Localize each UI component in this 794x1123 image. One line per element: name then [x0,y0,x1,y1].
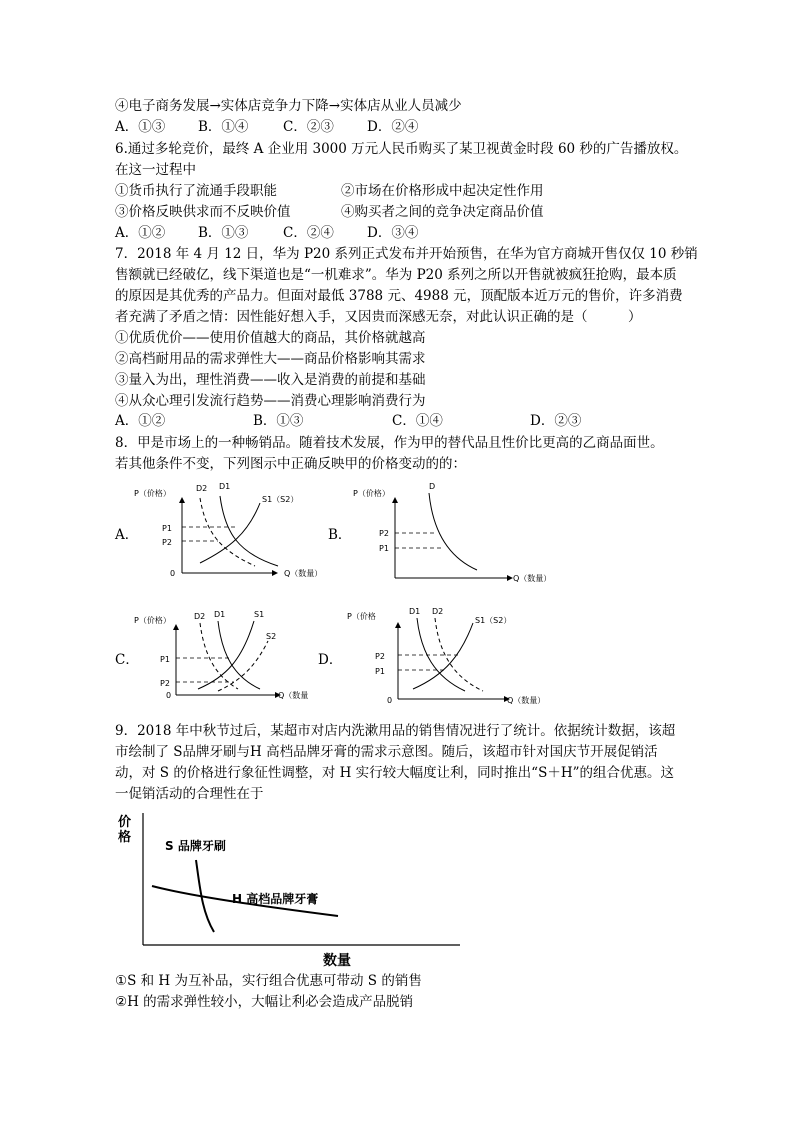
q6-option-a: A．①② [115,225,166,241]
graph-a-p-label: P（价格） [134,489,171,498]
graph-a-s1s2: S1（S2） [262,495,299,504]
graph-a-origin: 0 [170,569,176,578]
q6-option-c: C．②④ [283,225,334,241]
q9-item-1: ①S 和 H 为互补品，实行组合优惠可带动 S 的销售 [115,973,422,989]
graph-d-d1-curve [417,618,465,691]
q9-stem-line-2: 市绘制了 S品牌牙刷与H 高档品牌牙膏的需求示意图。随后，该超市针对国庆节开展促销活 [115,744,658,760]
q5-option-b: B．①④ [198,119,249,135]
q6-stem-line-2: 在这一过程中 [115,162,196,178]
graph-d [335,603,565,713]
graph-c-p1: P1 [160,655,170,664]
graph-a-d1: D1 [219,482,231,491]
graph-d-d1: D1 [409,607,421,616]
q7-stem-line-1: 7．2018 年 4 月 12 日，华为 P20 系列正式发布并开始预售，在华为官方商城开售仅仅 10 秒销 [115,246,698,262]
q8-label-b: B． [328,527,352,543]
graph-a-d1-curve [220,496,278,566]
graph-d-p1: P1 [375,667,385,676]
q9-h-label: H 高档品牌牙膏 [232,892,319,906]
graph-c [130,605,330,710]
graph-d-p2: P2 [375,652,385,661]
q7-stem-line-3: 的原因是其优秀的产品力。但面对最低 3788 元、4988 元，顶配版本近万元的售价，许多消费 [115,288,683,304]
q7-option-a: A．①② [115,413,166,429]
q5-option-d: D．②④ [367,119,419,135]
q7-item-3: ③量入为出，理性消费——收入是消费的前提和基础 [115,372,426,388]
graph-c-q-label: Q（数量 [278,691,309,700]
graph-d-s-curve [413,623,473,689]
q9-x-label: 数量 [323,953,351,969]
q7-option-d: D．②③ [530,413,582,429]
graph-b-d: D [429,482,436,491]
graph-d-d2: D2 [432,607,444,616]
q8-label-a: A． [115,527,139,543]
q5-option-a: A．①③ [115,119,166,135]
q8-label-c: C． [115,652,139,668]
q7-stem-line-2: 售额就已经破亿，线下渠道也是“一机难求”。华为 P20 系列之所以开售就被疯狂抢购，最本质 [115,267,677,283]
q8-stem-line-1: 8．甲是市场上的一种畅销品。随着技术发展，作为甲的替代品且性价比更高的乙商品面世。 [115,435,664,451]
graph-c-s2: S2 [266,632,277,641]
q6-item-1: ①货币执行了流通手段职能 [115,183,277,199]
q9-item-2: ②H 的需求弹性较小，大幅让利必会造成产品脱销 [115,994,414,1010]
graph-a-p2: P2 [162,538,172,547]
graph-c-d2-curve [200,623,238,689]
graph-a-d2: D2 [196,484,208,493]
q6-option-b: B．①③ [198,225,249,241]
graph-c-origin: 0 [166,691,172,700]
graph-c-p-label: P（价格） [134,616,171,625]
q9-stem-line-3: 动，对 S 的价格进行象征性调整，对 H 实行较大幅度让利，同时推出“S＋H”的组合优惠。这 [115,765,675,781]
graph-a-d2-curve [200,498,255,566]
q9-y-label-char1: 价 [118,815,132,830]
q6-option-d: D．③④ [367,225,419,241]
q7-item-1: ①优质优价——使用价值越大的商品，其价格就越高 [115,330,426,346]
graph-b [345,478,555,588]
graph-d-d2-curve [435,618,483,691]
graph-c-p2: P2 [160,679,170,688]
q9-y-label-char2: 格 [118,830,132,845]
q6-item-2: ②市场在价格形成中起决定性作用 [341,183,544,199]
graph-b-p-label: P（价格） [353,489,390,498]
q5-item-4: ④电子商务发展→实体店竞争力下降→实体店从业人员减少 [115,98,462,114]
graph-b-p1: P1 [379,544,389,553]
q6-stem-line-1: 6.通过多轮竞价，最终 A 企业用 3000 万元人民币购买了某卫视黄金时段 60 秒的广告播放权。 [115,141,688,157]
q7-stem-line-4: 者充满了矛盾之情：因性能好想入手，又因贵而深感无奈，对此认识正确的是（ ） [115,309,642,325]
graph-b-q-label: Q（数量） [513,574,552,583]
graph-a [130,478,330,588]
q9-s-label: S 品牌牙刷 [165,839,226,853]
graph-d-origin: 0 [387,696,393,705]
q8-label-d: D． [318,652,343,668]
graph-b-p2: P2 [379,529,389,538]
q9-stem-line-1: 9．2018 年中秋节过后，某超市对店内洗漱用品的销售情况进行了统计。依据统计数据，该超 [115,723,676,739]
graph-a-p1: P1 [162,524,172,533]
graph-b-d-curve [429,493,477,570]
graph-d-p-label: P（价格 [347,612,376,621]
q7-option-c: C．①④ [392,413,443,429]
q5-option-c: C．②③ [283,119,334,135]
q6-item-4: ④购买者之间的竞争决定商品价值 [341,204,544,220]
q9-demand-chart [110,808,490,973]
q7-option-b: B．①③ [253,413,304,429]
graph-c-d1: D1 [214,610,226,619]
graph-c-d2: D2 [194,612,206,621]
q8-stem-line-2: 若其他条件不变，下列图示中正确反映甲的价格变动的的： [115,456,466,472]
graph-a-q-label: Q（数量） [284,569,323,578]
graph-d-q-label: Q（数量） [507,696,546,705]
graph-c-s1: S1 [254,610,265,619]
q7-item-2: ②高档耐用品的需求弹性大——商品价格影响其需求 [115,351,426,367]
q6-item-3: ③价格反映供求而不反映价值 [115,204,291,220]
q7-item-4: ④从众心理引发流行趋势——消费心理影响消费行为 [115,393,426,409]
q9-stem-line-4: 一促销活动的合理性在于 [115,786,264,802]
graph-d-s1s2: S1（S2） [475,616,512,625]
